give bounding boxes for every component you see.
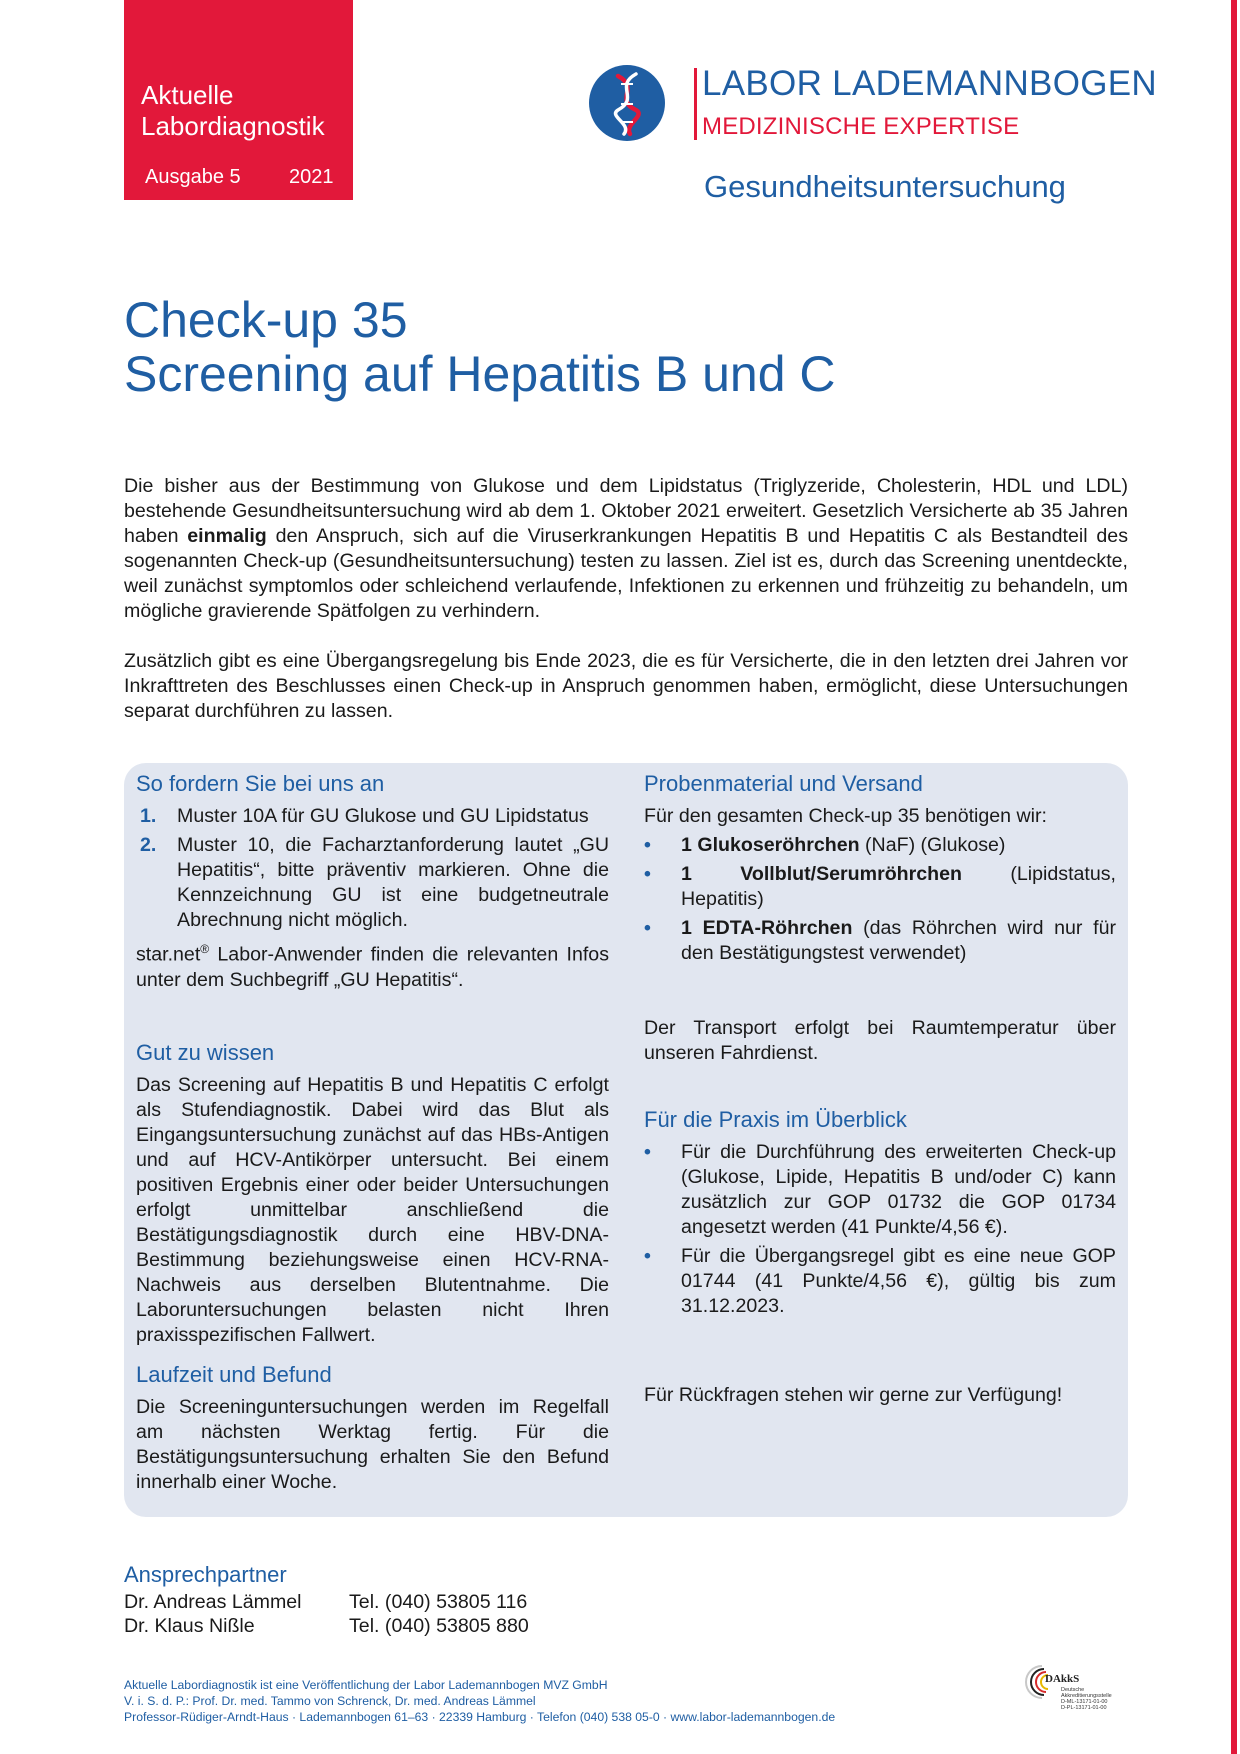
sample-item-name: 1 EDTA-Röhrchen: [681, 917, 853, 939]
page-title-line1: Check-up 35: [124, 292, 408, 348]
note-text: Labor-Anwender finden die relevanten Infos unter dem Suchbegriff „GU Hepatitis“.: [136, 943, 609, 991]
intro-paragraph: [124, 474, 1128, 624]
order-heading: So fordern Sie bei uns an: [136, 771, 385, 796]
intro-text-end: den Anspruch, sich auf die Viruserkrankungen Hepatitis B und Hepatitis C als Bestandteil des sogenannten Check-up (Gesundheitsuntersuchung) testen zu lassen. Ziel ist es, durch das Screening unentdeckte, weil zunächst symptomlos oder schleichend verlaufende, Infektionen zu erkennen und frühzeitig zu behandeln, um mögliche gravierende Spätfolgen zu verhindern.: [124, 525, 1128, 622]
sample-item-detail: (NaF) (Glukose): [859, 834, 1006, 856]
dakks-line: Deutsche: [1061, 1687, 1085, 1693]
know-section: [136, 1039, 609, 1348]
runtime-section: [136, 1361, 609, 1495]
logo-divider: [694, 68, 697, 140]
publication-badge: [124, 0, 353, 200]
practice-item-text: Für die Übergangsregel gibt es eine neue GOP 01744 (41 Punkte/4,56 €), gültig bis zum 31.12.2023.: [681, 1245, 1116, 1317]
bullet-icon: •: [644, 834, 651, 856]
contact-phone: Tel. (040) 53805 116: [349, 1591, 528, 1613]
list-text: Muster 10A für GU Glukose und GU Lipidstatus: [177, 805, 589, 827]
transition-paragraph: Zusätzlich gibt es eine Übergangsregelung bis Ende 2023, die es für Versicherte, die in den letzten drei Jahren vor Inkrafttreten des Beschlusses einen Check-up in Anspruch genommen haben, ermöglicht, diese Untersuchungen separat durchführen zu lassen.: [124, 650, 1128, 722]
list-text: Muster 10, die Facharztanforderung lautet „GU Hepatitis“, bitte präventiv markieren. Ohne die Kennzeichnung GU ist eine budgetneutrale Abrechnung nicht möglich.: [177, 834, 609, 931]
sample-item-detail: (Lipidstatus, Hepatitis): [681, 863, 1116, 910]
sample-intro: Für den gesamten Check-up 35 benötigen wir:: [644, 805, 1047, 827]
practice-list: [644, 1140, 1116, 1319]
bullet-icon: •: [644, 863, 651, 885]
order-section: [136, 770, 609, 993]
practice-heading: Für die Praxis im Überblick: [644, 1107, 907, 1132]
dakks-line: Akkreditierungsstelle: [1061, 1693, 1112, 1699]
contact-row: [124, 1614, 529, 1638]
list-item: [136, 804, 609, 829]
list-number: 2.: [140, 834, 157, 856]
issue-year: 2021: [289, 166, 334, 188]
brand-name: LABOR LADEMANNBOGEN: [702, 64, 1157, 103]
dakks-accreditation: [1018, 1660, 1128, 1710]
footer-publisher: Aktuelle Labordiagnostik ist eine Veröffentlichung der Labor Lademannbogen MVZ GmbH: [124, 1678, 608, 1692]
sample-list: [644, 833, 1116, 966]
contact-row: [124, 1590, 527, 1614]
contact-phone: Tel. (040) 53805 880: [349, 1615, 529, 1637]
know-text: Das Screening auf Hepatitis B und Hepatitis C erfolgt als Stufendiagnostik. Dabei wird das Blut als Eingangsuntersuchung zunächst auf das HBs-Antigen und auf HCV-Antikörper untersucht. Bei einem positiven Ergebnis einer oder beider Untersuchungen erfolgt unmittelbar anschließend die Bestätigungsdiagnostik durch eine HBV-DNA-Bestimmung beziehungsweise einen HCV-RNA-Nachweis aus derselben Blutentnahme. Die Laboruntersuchungen belasten nicht Ihren praxisspezifischen Fallwert.: [136, 1074, 609, 1346]
runtime-text: Die Screeninguntersuchungen werden im Regelfall am nächsten Werktag fertig. Für die Bestätigungsuntersuchung erhalten Sie den Befund innerhalb einer Woche.: [136, 1396, 609, 1493]
list-item: [644, 1244, 1116, 1319]
contacts-heading: Ansprechpartner: [124, 1562, 287, 1587]
right-edge-stripe: [1231, 0, 1237, 1754]
sample-section: [644, 770, 1116, 970]
sample-item-name: 1 Glukoseröhrchen: [681, 834, 860, 856]
dakks-line: D-PL-13171-01-00: [1061, 1705, 1107, 1711]
registered-mark: ®: [200, 942, 210, 956]
dakks-name: DAkkS: [1045, 1673, 1080, 1685]
list-item: [644, 1140, 1116, 1240]
dakks-line: D-ML-13171-01-00: [1061, 1699, 1108, 1705]
bullet-icon: •: [644, 1245, 651, 1267]
order-note: [136, 937, 609, 993]
order-list: [136, 804, 609, 933]
intro-emphasis: einmalig: [187, 525, 267, 547]
note-product: star.net: [136, 943, 201, 966]
list-item: [136, 833, 609, 933]
footer-responsible: V. i. S. d. P.: Prof. Dr. med. Tammo von Schrenck, Dr. med. Andreas Lämmel: [124, 1694, 536, 1708]
sample-item-name: 1 Vollblut/Serumröhrchen: [681, 863, 962, 885]
practice-item-text: Für die Durchführung des erweiterten Check-up (Glukose, Lipide, Hepatitis B und/oder C) kann zusätzlich zur GOP 01732 die GOP 01734 angesetzt werden (41 Punkte/4,56 €).: [681, 1141, 1116, 1238]
sample-item-detail: (das Röhrchen wird nur für den Bestätigungstest verwendet): [681, 917, 1116, 964]
publication-name-line2: Labordiagnostik: [141, 111, 325, 141]
dakks-details: [1061, 1687, 1112, 1711]
brand-tagline: MEDIZINISCHE EXPERTISE: [702, 113, 1020, 140]
publication-name-line1: Aktuelle: [141, 80, 234, 110]
dna-logo-icon: [588, 64, 666, 142]
contact-name: Dr. Andreas Lämmel: [124, 1591, 302, 1613]
list-item: [644, 862, 1116, 912]
topic-heading: Gesundheitsuntersuchung: [704, 169, 1066, 204]
footer-address: Professor-Rüdiger-Arndt-Haus · Lademannbogen 61–63 · 22339 Hamburg · Telefon (040) 538 05-0 · www.labor-lademannbogen.de: [124, 1710, 836, 1724]
page-title-line2: Screening auf Hepatitis B und C: [124, 346, 836, 402]
closing-text: Für Rückfragen stehen wir gerne zur Verfügung!: [644, 1384, 1063, 1406]
runtime-heading: Laufzeit und Befund: [136, 1362, 332, 1387]
list-item: [644, 833, 1116, 858]
practice-section: [644, 1106, 1116, 1323]
bullet-icon: •: [644, 1141, 651, 1163]
list-item: [644, 916, 1116, 966]
sample-heading: Probenmaterial und Versand: [644, 771, 923, 796]
know-heading: Gut zu wissen: [136, 1040, 275, 1065]
contact-name: Dr. Klaus Nißle: [124, 1615, 255, 1637]
list-number: 1.: [140, 805, 157, 827]
issue-number: Ausgabe 5: [145, 166, 241, 188]
intro-text-start: Die bisher aus der Bestimmung von Glukose und dem Lipidstatus (Triglyzeride, Cholesterin, HDL und LDL) bestehende Gesundheitsuntersuchung wird ab dem 1. Oktober 2021 erweitert. Gesetzlich Versicherte ab 35 Jahren haben: [124, 475, 1128, 547]
transport-text: Der Transport erfolgt bei Raumtemperatur über unseren Fahrdienst.: [644, 1017, 1116, 1064]
bullet-icon: •: [644, 917, 651, 939]
